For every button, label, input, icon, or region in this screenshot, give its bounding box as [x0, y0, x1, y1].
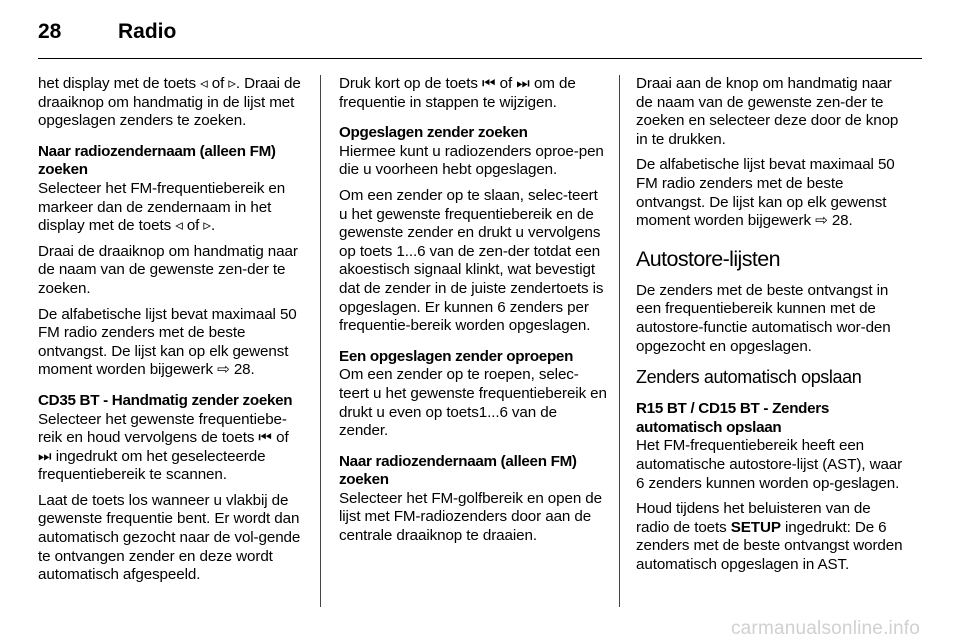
heading-autostore-lists: Autostore-lijsten — [636, 246, 780, 271]
paragraph: Selecteer het gewenste frequentiebe‐reik en houd vervolgens de toets ⏮ of ⏭ ingedrukt om het geselecteerde frequentiebereik te scannen. — [38, 410, 289, 484]
column-2 — [339, 75, 607, 553]
paragraph: Het FM-frequentiebereik heeft een automatische autostore-lijst (AST), waar 6 zenders kunnen worden op‐geslagen. — [636, 437, 903, 492]
paragraph: Om een zender op te slaan, selec‐teert u het gewenste frequentiebereik en de gewenste zender en drukt u vervolgens op toets 1...6 van de zen‐der totdat een akoestisch signaal klinkt, wat bevestigt dat de zender in de juiste zendertoets is opgeslagen. Er kunnen 6 zenders per frequentie‐bereik worden opgeslagen. — [339, 186, 604, 335]
column-3 — [636, 75, 904, 581]
paragraph: De alfabetische lijst bevat maximaal 50 FM radio zenders met de beste ontvangst. De lijst kan op elk gewenst moment worden bijgewerk ⇨ 28. — [636, 156, 895, 230]
column-1 — [38, 75, 306, 592]
setup-key-label: SETUP — [730, 518, 781, 536]
subheading-cd35-manual-search: CD35 BT - Handmatig zender zoeken — [38, 391, 293, 409]
subheading-stored-station-search: Opgeslagen zender zoeken — [339, 124, 528, 142]
paragraph: Om een zender op te roepen, selec‐teert u het gewenste frequentiebereik en drukt u even op toets1...6 van de zender. — [339, 366, 607, 440]
subheading-fm-name-search-2: Naar radiozendernaam (alleen FM) zoeken — [339, 452, 577, 489]
section-title: Radio — [118, 20, 177, 43]
heading-auto-save: Zenders automatisch opslaan — [636, 367, 862, 388]
page-number: 28 — [38, 20, 62, 43]
subheading-fm-name-search: Naar radiozendernaam (alleen FM) zoeken — [38, 142, 276, 179]
paragraph: Selecteer het FM-golfbereik en open de lijst met FM-radiozenders door aan de centrale draaiknop te draaien. — [339, 489, 602, 545]
paragraph — [636, 500, 904, 574]
paragraph: Selecteer het FM-frequentiebereik en markeer dan de zendernaam in het display met de toets ◃ of ▹. — [38, 179, 286, 235]
column-divider — [619, 75, 620, 607]
paragraph: Laat de toets los wanneer u vlakbij de gewenste frequentie bent. Er wordt dan automatisch gezocht naar de vol‐gende te ontvangen zender en deze wordt automatisch afgespeeld. — [38, 491, 301, 584]
paragraph: het display met de toets ◃ of ▹. Draai de draaiknop om handmatig in de lijst met opgeslagen zenders te zoeken. — [38, 75, 301, 130]
paragraph: Draai aan de knop om handmatig naar de naam van de gewenste zen‐der te zoeken en selecteer deze door de knop in te drukken. — [636, 75, 899, 148]
subheading-r15-autostore: R15 BT / CD15 BT - Zenders automatisch opslaan — [636, 400, 830, 436]
paragraph: De zenders met de beste ontvangst in een frequentiebereik kunnen met de autostore-functie automatisch wor‐den opgezocht en opgeslagen. — [636, 281, 891, 355]
header-rule — [38, 58, 922, 59]
paragraph: Hiermee kunt u radiozenders oproe‐pen die u voorheen hebt opgeslagen. — [339, 142, 604, 179]
page-header — [38, 18, 922, 58]
subheading-recall-station: Een opgeslagen zender oproepen — [339, 347, 574, 365]
paragraph: Druk kort op de toets ⏮ of ⏭ om de frequentie in stappen te wijzigen. — [339, 75, 576, 111]
paragraph: Draai de draaiknop om handmatig naar de naam van de gewenste zen‐der te zoeken. — [38, 242, 298, 297]
watermark: carmanualsonline.info — [730, 618, 920, 639]
text-fragment: ingedrukt: De 6 zenders met de beste ontvangst worden automatisch opgeslagen in AST. — [636, 518, 903, 573]
column-divider — [320, 75, 321, 607]
paragraph: De alfabetische lijst bevat maximaal 50 FM radio zenders met de beste ontvangst. De lijst kan op elk gewenst moment worden bijgewerk ⇨ 28. — [38, 305, 297, 379]
text-fragment: Houd tijdens het beluisteren van de radio de toets — [636, 500, 871, 536]
